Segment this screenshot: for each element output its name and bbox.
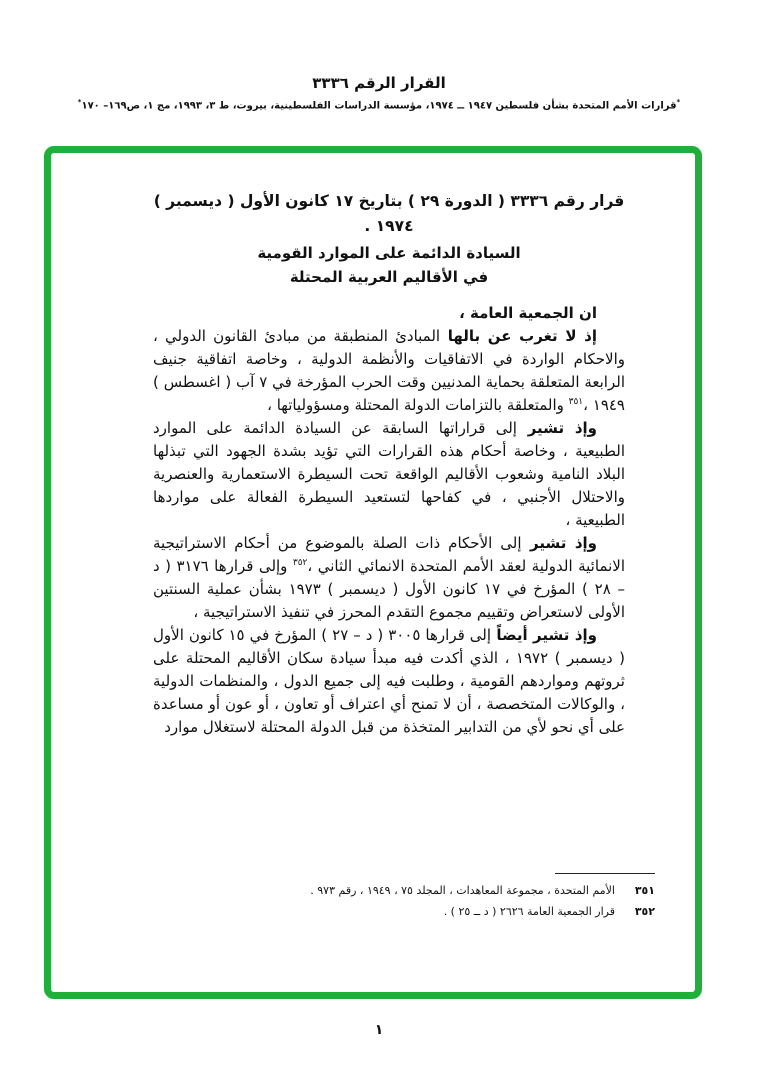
footnote-352 — [255, 901, 655, 922]
paragraph-lead: وإذ تشير — [521, 534, 597, 552]
paragraph-lead: إذ لا تغرب عن بالها — [440, 327, 597, 345]
paragraph-lead: وإذ تشير — [516, 419, 597, 437]
paragraph-text: والمتعلقة بالتزامات الدولة المحتلة ومسؤولياتها ، — [267, 396, 569, 414]
document-title-line2: في الأقاليم العربية المحتلة — [289, 268, 489, 286]
paragraph-text: المبادئ المنطبقة من مبادئ القانون الدولي ، والاحكام الواردة في الاتفاقيات والأنظمة الدولية ، وخاصة اتفاقية جنيف الرابعة المتعلقة بحماية المدنيين وقت الحرب المؤرخة في ٧ آب ( اغسطس ) ١٩٤٩ ، — [153, 327, 625, 414]
paragraph-text: وإلى قرارها ٣١٧٦ ( د – ٢٨ ) المؤرخ في ١٧ كانون الأول ( ديسمبر ) ١٩٧٣ بشأن عملية السنتين الأولى لاستعراض وتقييم مجموع التقدم المحرز في تنفيذ الاستراتيجية ، — [153, 557, 625, 621]
citation-text: قرارات الأمم المتحدة بشأن فلسطين ١٩٤٧ ــ ١٩٧٤، مؤسسة الدراسات الفلسطينية، بيروت، ط ٣، ١٩٩٣، مج ١، ص١٦٩– ١٧٠ — [81, 100, 677, 112]
page-title: القرار الرقم ٣٣٣٦ — [312, 74, 446, 92]
paragraph-text: إلى قراراتها السابقة عن السيادة الدائمة على الموارد الطبيعية ، وخاصة أحكام هذه القرارات التي تؤيد بشدة الجهود التي تبذلها البلاد النامية وشعوب الأقاليم الواقعة تحت السيطرة الاستعمارية والعنصرية والاحتلال الأجنبي ، في كفاحها لتستعيد السيطرة الفعالة على مواردها الطبيعية ، — [153, 419, 625, 529]
citation-mark-end: * — [77, 98, 82, 106]
page-number: ١ — [374, 1022, 384, 1038]
paragraph-recalling-resolutions — [153, 417, 625, 532]
paragraph-bearing-in-mind — [153, 325, 625, 417]
paragraph-text: ان الجمعية العامة ، — [459, 304, 597, 322]
footnote-separator — [555, 873, 655, 874]
paragraph-recalling-also — [153, 624, 625, 739]
document-title-line1: السيادة الدائمة على الموارد القومية — [257, 244, 521, 262]
footnote-ref-351: ٣٥١ — [568, 397, 584, 407]
paragraph-text: إلى قرارها ٣٠٠٥ ( د – ٢٧ ) المؤرخ في ١٥ كانون الأول ( ديسمبر ) ١٩٧٢ ، الذي أكدت فيه مبدأ سيادة سكان الأقاليم المحتلة على ثروتهم ومواردهم القومية ، وطلبت فيه إلى جميع الدول ، والمنظمات الدولية ، والوكالات المتخصصة ، أن لا تمنح أي اعتراف أو تعاون ، أو عون أو مساعدة على أي نحو لأي من التدابير المتخذة من قبل الدولة المحتلة لاستغلال موارد — [153, 626, 626, 736]
paragraph-general-assembly — [153, 302, 625, 325]
resolution-heading: قرار رقم ٣٣٣٦ ( الدورة ٢٩ ) بتاريخ ١٧ كانون الأول ( ديسمبر ) ١٩٧٤ . — [153, 192, 625, 235]
paragraph-lead: وإذ تشير أيضاً — [491, 626, 597, 644]
document-body — [153, 189, 625, 739]
paragraph-text: إلى الأحكام ذات الصلة بالموضوع من أحكام الاستراتيجية الانمائية الدولية لعقد الأمم المتحدة الانمائي الثاني ، — [153, 534, 625, 575]
footnote-text: الأمم المتحدة ، مجموعة المعاهدات ، المجلد ٧٥ ، ١٩٤٩ ، رقم ٩٧٣ . — [310, 884, 615, 897]
footnote-text: قرار الجمعية العامة ٢٦٢٦ ( د ــ ٢٥ ) . — [443, 905, 615, 918]
footnotes-section — [255, 873, 655, 922]
footnote-number: ٣٥١ — [634, 884, 655, 897]
footnote-ref-352: ٣٥٢ — [292, 558, 308, 568]
source-citation — [0, 98, 758, 111]
paragraph-recalling-strategy — [153, 532, 625, 624]
document-frame — [44, 146, 702, 999]
footnote-351 — [255, 880, 655, 901]
footnote-number: ٣٥٢ — [634, 905, 655, 918]
citation-mark-start: * — [676, 98, 681, 106]
